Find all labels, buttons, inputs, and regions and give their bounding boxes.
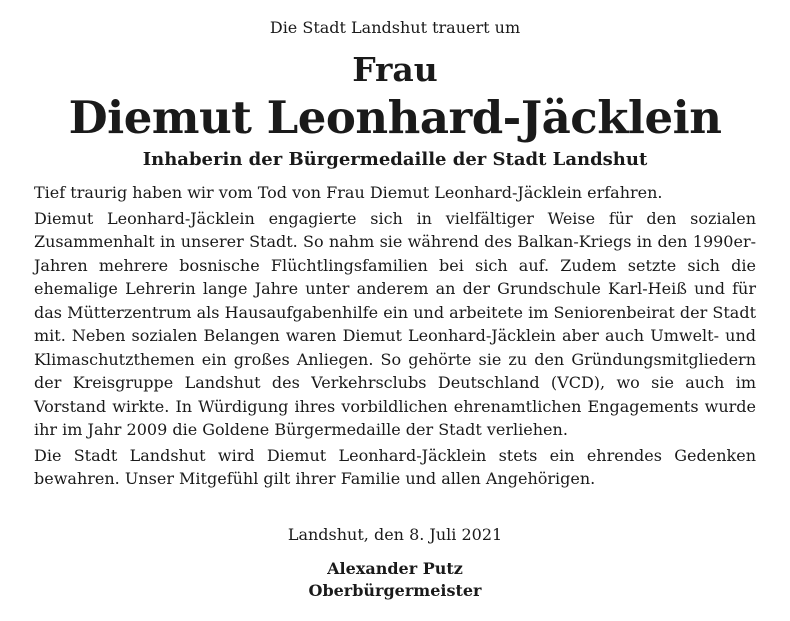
deceased-name: Diemut Leonhard-Jäcklein [68,91,722,144]
honor-subtitle: Inhaberin der Bürgermedaille der Stadt Landshut [142,149,648,170]
notice-body [34,181,756,493]
signer-role: Oberbürgermeister [308,581,482,600]
paragraph-opening: Tief traurig haben wir vom Tod von Frau Diemut Leonhard-Jäcklein erfahren. [34,183,663,202]
paragraph-biography: Diemut Leonhard-Jäcklein engagierte sich in vielfältiger Weise für den sozialen Zusammenhalt in unserer Stadt. So nahm sie während des Balkan-Kriegs in den 1990er-Jahren mehrere bosnische Flüchtlingsfamilien bei sich auf. Zudem setzte sich die ehemalige Lehrerin lange Jahre unter anderem an der Grundschule Karl-Heiß und für das Mütterzentrum als Hausaufgabenhilfe ein und arbeitete im Seniorenbeirat der Stadt mit. Neben sozialen Belangen waren Diemut Leonhard-Jäcklein aber auch Umwelt- und Klimaschutzthemen ein großes Anliegen. So gehörte sie zu den Gründungsmitgliedern der Kreisgruppe Landshut des Verkehrsclubs Deutschland (VCD), wo sie auch im Vorstand wirkte. In Würdigung ihres vorbildlichen ehrenamtlichen Engagements wurde ihr im Jahr 2009 die Goldene Bürgermedaille der Stadt verliehen. [34,208,756,439]
intro-line: Die Stadt Landshut trauert um [269,18,521,37]
salutation: Frau [352,50,438,89]
place-date: Landshut, den 8. Juli 2021 [287,525,503,544]
signer-name: Alexander Putz [327,559,463,578]
paragraph-condolence: Die Stadt Landshut wird Diemut Leonhard-Jäcklein stets ein ehrendes Gedenken bewahren. Unser Mitgefühl gilt ihrer Familie und allen Angehörigen. [34,445,756,488]
